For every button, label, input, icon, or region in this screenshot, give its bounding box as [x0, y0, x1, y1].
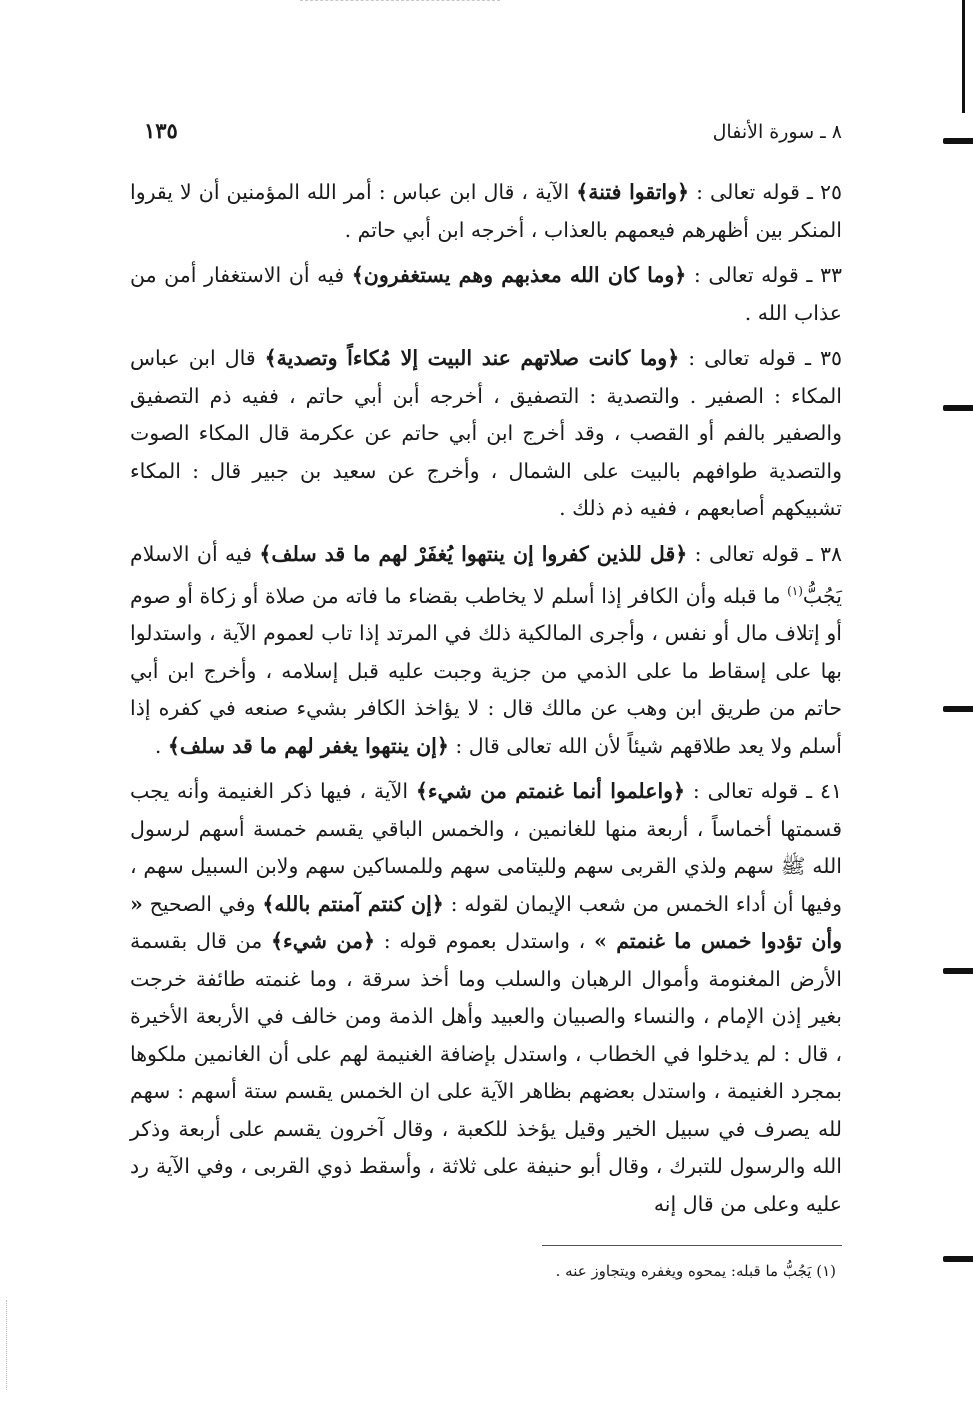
verse-lead: ٣٣ ـ قوله تعالى :: [686, 263, 842, 287]
commentary-text: فيه أن الاسلام يَجُبُّ: [130, 541, 842, 608]
footnote-divider: [542, 1245, 842, 1246]
footnote-marker: (١): [816, 1262, 836, 1281]
commentary-text: .: [154, 733, 168, 758]
binding-mark: [943, 405, 973, 411]
footnote-text: يَجُبُّ ما قبله: يمحوه ويغفره ويتجاوز عنه .: [555, 1262, 812, 1281]
footnote: [130, 1258, 842, 1284]
scan-dots: [6, 1300, 9, 1390]
verse-quote: ﴿قل للذين كفروا إن ينتهوا يُغفَرْ لهم ما قد سلف﴾: [259, 541, 688, 566]
verse-quote: ﴿إن كنتم آمنتم بالله﴾: [262, 891, 444, 916]
commentary-text: ما قبله وأن الكافر إذا أسلم لا يخاطب بقضاء ما فاته من صلاة أو زكاة أو صوم أو إتلاف مال أو نفس ، وأجرى المالكية ذلك في المرتد إذا تاب لعموم الآية ، واستدلوا بها على إسقاط ما على الذمي من جزية وجبت عليه قبل إسلامه ، وأخرج ابن أبي حاتم من طريق ابن وهب عن مالك قال : لا يؤاخذ الكافر بشيء صنعه في كفره إذا أسلم ولا يعد طلاقهم شيئاً لأن الله تعالى قال :: [130, 583, 842, 758]
verse-commentary-41: [130, 773, 842, 1223]
binding-mark: [943, 968, 973, 974]
verse-quote: ﴿واتقوا فتنة﴾: [576, 180, 690, 204]
binding-mark: [943, 1256, 973, 1262]
verse-commentary-33: [130, 257, 842, 332]
verse-lead: ٢٥ ـ قوله تعالى :: [689, 180, 843, 204]
verse-quote: ﴿واعلموا أنما غنمتم من شيء﴾: [415, 779, 686, 804]
verse-commentary-38: [130, 536, 842, 766]
commentary-text: قال ابن عباس المكاء : الصفير . والتصدية : التصفيق ، أخرجه أبن أبي حاتم ، ففيه ذم التصفيق والصفير بالفم أو القصب ، وقد أخرج ابن أبي حاتم عن عكرمة قال المكاء الصوت والتصدية طوافهم بالبيت على الشمال ، وأخرج عن سعيد بن جبير قال : المكاء تشبيكهم أصابعهم ، ففيه ذم ذلك .: [130, 346, 842, 520]
binding-mark: [943, 706, 973, 712]
verse-commentary-35: [130, 340, 842, 528]
page-header: [130, 118, 842, 174]
commentary-text: ، واستدل بعموم قوله :: [374, 929, 595, 954]
verse-quote: ﴿من شيء﴾: [271, 929, 375, 954]
verse-lead: ٤١ ـ قوله تعالى :: [685, 779, 842, 804]
book-page: [130, 118, 842, 1284]
scan-edge-top: [300, 0, 500, 3]
footnote-ref[interactable]: (١): [787, 584, 803, 598]
verse-lead: ٣٥ ـ قوله تعالى :: [679, 346, 842, 370]
commentary-text: فيه أن الاستغفار أمن من عذاب الله .: [130, 263, 842, 325]
verse-quote: ﴿وما كان الله معذبهم وهم يستغفرون﴾: [351, 263, 687, 287]
commentary-text: من قال بقسمة الأرض المغنومة وأموال الرهبان والسلب وما أخذ سرقة ، وما غنمته طائفة خرجت بغير إذن الإمام ، والنساء والصبيان والعبيد وأهل الذمة ومن خالف في الأربعة الأخيرة ، قال : لم يدخلوا في الخطاب ، واستدل بإضافة الغنيمة لهم على أن الغانمين ملكوها بمجرد الغنيمة ، واستدل بعضهم بظاهر الآية على ان الخمس يقسم ستة أسهم : سهم لله يصرف في سبيل الخير وقيل يؤخذ للكعبة ، وقال آخرون يقسم على أربعة وذكر الله والرسول للتبرك ، وقال أبو حنيفة على ثلاثة ، وأسقط ذوي القربى ، وفي الآية رد عليه وعلى من قال إنه: [130, 929, 842, 1216]
page-number: ١٣٥: [144, 118, 178, 143]
commentary-text: الآية ، قال ابن عباس : أمر الله المؤمنين أن لا يقروا المنكر بين أظهرهم فيعمهم بالعذاب ، أخرجه ابن أبي حاتم .: [130, 180, 842, 242]
binding-mark: [943, 138, 973, 144]
verse-quote: ﴿وما كانت صلاتهم عند البيت إلا مُكاءاً وتصدية﴾: [264, 346, 680, 370]
commentary-text: وفي الصحيح: [142, 891, 263, 916]
commentary-text: الآية ، فيها ذكر الغنيمة وأنه يجب قسمتها أخماساً ، أربعة منها للغانمين ، والخمس الباقي يقسم خمسة أسهم لرسول الله ﷺ سهم ولذي القربى سهم ولليتامى سهم وللمساكين سهم ولابن السبيل سهم ، وفيها أن أداء الخمس من شعب الإيمان لقوله :: [130, 779, 842, 916]
verse-lead: ٣٨ ـ قوله تعالى :: [687, 541, 842, 566]
verse-commentary-25: [130, 174, 842, 249]
hadith-quote: « وأن تؤدوا خمس ما غنمتم »: [130, 891, 842, 954]
running-head: ٨ ـ سورة الأنفال: [712, 121, 842, 143]
verse-quote: ﴿إن ينتهوا يغفر لهم ما قد سلف﴾: [167, 733, 449, 758]
